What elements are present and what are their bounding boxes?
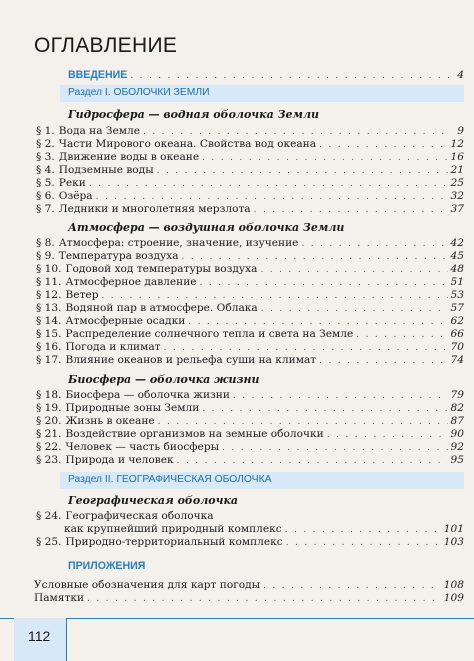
item-num: § 9. bbox=[36, 250, 55, 262]
toc-item bbox=[36, 151, 464, 164]
item-text: Памятки bbox=[34, 592, 85, 604]
toc-item bbox=[36, 289, 464, 302]
item-page: 90 bbox=[450, 428, 464, 440]
item-text: Воздействие организмов на земные оболочки bbox=[65, 428, 324, 440]
item-num: § 20. bbox=[36, 415, 62, 427]
item-page: 37 bbox=[450, 203, 464, 215]
toc-item bbox=[36, 177, 464, 190]
item-text: как крупнейший природный комплекс bbox=[64, 523, 282, 535]
item-page: 48 bbox=[450, 263, 464, 275]
item-num: § 11. bbox=[36, 276, 62, 288]
toc-item bbox=[36, 250, 464, 263]
item-text: Температура воздуха bbox=[58, 250, 179, 262]
toc-item bbox=[36, 237, 464, 250]
item-text: Природа и человек bbox=[65, 454, 174, 466]
item-num: § 10. bbox=[36, 263, 62, 275]
page-number: 112 bbox=[28, 628, 51, 644]
item-text: Атмосферные осадки bbox=[65, 315, 186, 327]
toc-item bbox=[36, 125, 464, 138]
item-page: 53 bbox=[450, 289, 464, 301]
dot-leader bbox=[254, 204, 448, 217]
item-page: 9 bbox=[457, 125, 464, 137]
item-text: Природные зоны Земли bbox=[65, 402, 200, 414]
toc-item bbox=[36, 302, 464, 315]
dot-leader bbox=[87, 593, 441, 606]
toc-item bbox=[36, 164, 464, 177]
item-page: 79 bbox=[450, 389, 464, 401]
item-page: 108 bbox=[443, 579, 464, 591]
item-page: 95 bbox=[450, 454, 464, 466]
item-text: Распределение солнечного тепла и света на Земле bbox=[65, 328, 354, 340]
toc-item bbox=[36, 536, 464, 549]
item-page: 87 bbox=[450, 415, 464, 427]
item-text: Условные обозначения для карт погоды bbox=[34, 579, 261, 591]
item-page: 66 bbox=[450, 328, 464, 340]
item-num: § 6. bbox=[36, 190, 55, 202]
item-text: Влияние океанов и рельефа суши на климат bbox=[65, 354, 317, 366]
toc-intro bbox=[68, 69, 464, 82]
intro-label: ВВЕДЕНИЕ bbox=[68, 69, 128, 81]
item-num: § 15. bbox=[36, 328, 62, 340]
subheading-atmosphere: Атмосфера — воздушная оболочка Земли bbox=[68, 221, 345, 234]
item-page: 51 bbox=[450, 276, 464, 288]
toc-item bbox=[34, 579, 464, 592]
item-page: 103 bbox=[443, 536, 464, 548]
page-number-box bbox=[14, 618, 67, 661]
item-page: 70 bbox=[450, 341, 464, 353]
item-text: Атмосферное давление bbox=[65, 276, 197, 288]
item-text: Части Мирового океана. Свойства вод океана bbox=[58, 138, 317, 150]
item-page: 16 bbox=[450, 151, 464, 163]
item-page: 82 bbox=[450, 402, 464, 414]
toc-item bbox=[36, 454, 464, 467]
toc-item bbox=[36, 315, 464, 328]
item-num: § 13. bbox=[36, 302, 62, 314]
item-num: § 21. bbox=[36, 428, 62, 440]
item-text: Движение воды в океане bbox=[58, 151, 200, 163]
item-num: § 8. bbox=[36, 237, 55, 249]
item-page: 45 bbox=[450, 250, 464, 262]
item-num: § 2. bbox=[36, 138, 55, 150]
toc-item bbox=[36, 190, 464, 203]
item-num: § 24. bbox=[36, 510, 62, 522]
toc-item bbox=[36, 441, 464, 454]
item-text: Вода на Земле bbox=[58, 125, 141, 137]
intro-page: 4 bbox=[457, 69, 464, 81]
item-num: § 5. bbox=[36, 177, 55, 189]
item-text: Человек — часть биосферы bbox=[65, 441, 220, 453]
item-text: Подземные воды bbox=[58, 164, 154, 176]
toc-item bbox=[34, 592, 464, 605]
item-text: Озёра bbox=[58, 190, 93, 202]
section-band-part2 bbox=[60, 472, 464, 489]
appendix-heading: ПРИЛОЖЕНИЯ bbox=[68, 560, 146, 572]
subheading-geographic-shell: Географическая оболочка bbox=[68, 494, 239, 507]
item-text: Ледники и многолетняя мерзлота bbox=[58, 203, 251, 215]
toc-item bbox=[36, 341, 464, 354]
item-num: § 1. bbox=[36, 125, 55, 137]
item-text: Биосфера — оболочка жизни bbox=[65, 389, 230, 401]
item-text: Погода и климат bbox=[65, 341, 161, 353]
item-text: Атмосфера: строение, значение, изучение bbox=[58, 237, 299, 249]
subheading-biosphere: Биосфера — оболочка жизни bbox=[68, 373, 260, 386]
item-page: 57 bbox=[450, 302, 464, 314]
section-band-part1 bbox=[60, 85, 464, 102]
part2-label: Раздел II. ГЕОГРАФИЧЕСКАЯ ОБОЛОЧКА bbox=[68, 474, 272, 485]
toc-item bbox=[36, 276, 464, 289]
toc-item bbox=[36, 203, 464, 216]
toc-item bbox=[36, 354, 464, 367]
part1-label: Раздел I. ОБОЛОЧКИ ЗЕМЛИ bbox=[68, 87, 210, 98]
item-page: 25 bbox=[450, 177, 464, 189]
item-page: 62 bbox=[450, 315, 464, 327]
item-num: § 3. bbox=[36, 151, 55, 163]
toc-item bbox=[36, 402, 464, 415]
item-page: 101 bbox=[443, 523, 464, 535]
dot-leader bbox=[319, 355, 447, 368]
item-page: 42 bbox=[450, 237, 464, 249]
toc-item bbox=[36, 263, 464, 276]
item-page: 21 bbox=[450, 164, 464, 176]
page-title: ОГЛАВЛЕНИЕ bbox=[34, 34, 178, 57]
item-num: § 7. bbox=[36, 203, 55, 215]
item-text: Природно-территориальный комплекс bbox=[65, 536, 283, 548]
item-num: § 19. bbox=[36, 402, 62, 414]
item-page: 32 bbox=[450, 190, 464, 202]
dot-leader bbox=[177, 455, 448, 468]
toc-item bbox=[36, 428, 464, 441]
toc-item-24-line2 bbox=[64, 523, 464, 536]
item-page: 92 bbox=[450, 441, 464, 453]
subheading-hydrosphere: Гидросфера — водная оболочка Земли bbox=[68, 108, 320, 121]
item-text: Географическая оболочка bbox=[65, 510, 214, 522]
item-num: § 22. bbox=[36, 441, 62, 453]
toc-item bbox=[36, 415, 464, 428]
item-text: Реки bbox=[58, 177, 86, 189]
dot-leader bbox=[286, 537, 441, 550]
item-text: Ветер bbox=[65, 289, 99, 301]
toc-item bbox=[36, 138, 464, 151]
item-text: Жизнь в океане bbox=[65, 415, 155, 427]
item-num: § 4. bbox=[36, 164, 55, 176]
item-page: 12 bbox=[450, 138, 464, 150]
item-num: § 25. bbox=[36, 536, 62, 548]
item-page: 109 bbox=[443, 592, 464, 604]
item-num: § 14. bbox=[36, 315, 62, 327]
toc-item bbox=[36, 389, 464, 402]
item-page: 74 bbox=[450, 354, 464, 366]
item-text: Годовой ход температуры воздуха bbox=[65, 263, 258, 275]
item-num: § 17. bbox=[36, 354, 62, 366]
item-text: Водяной пар в атмосфере. Облака bbox=[65, 302, 258, 314]
footer-rule bbox=[0, 618, 474, 619]
toc-item bbox=[36, 328, 464, 341]
item-num: § 18. bbox=[36, 389, 62, 401]
item-num: § 23. bbox=[36, 454, 62, 466]
toc-item-24-line1 bbox=[36, 510, 464, 523]
dot-leader bbox=[130, 70, 449, 83]
item-num: § 16. bbox=[36, 341, 62, 353]
item-num: § 12. bbox=[36, 289, 62, 301]
